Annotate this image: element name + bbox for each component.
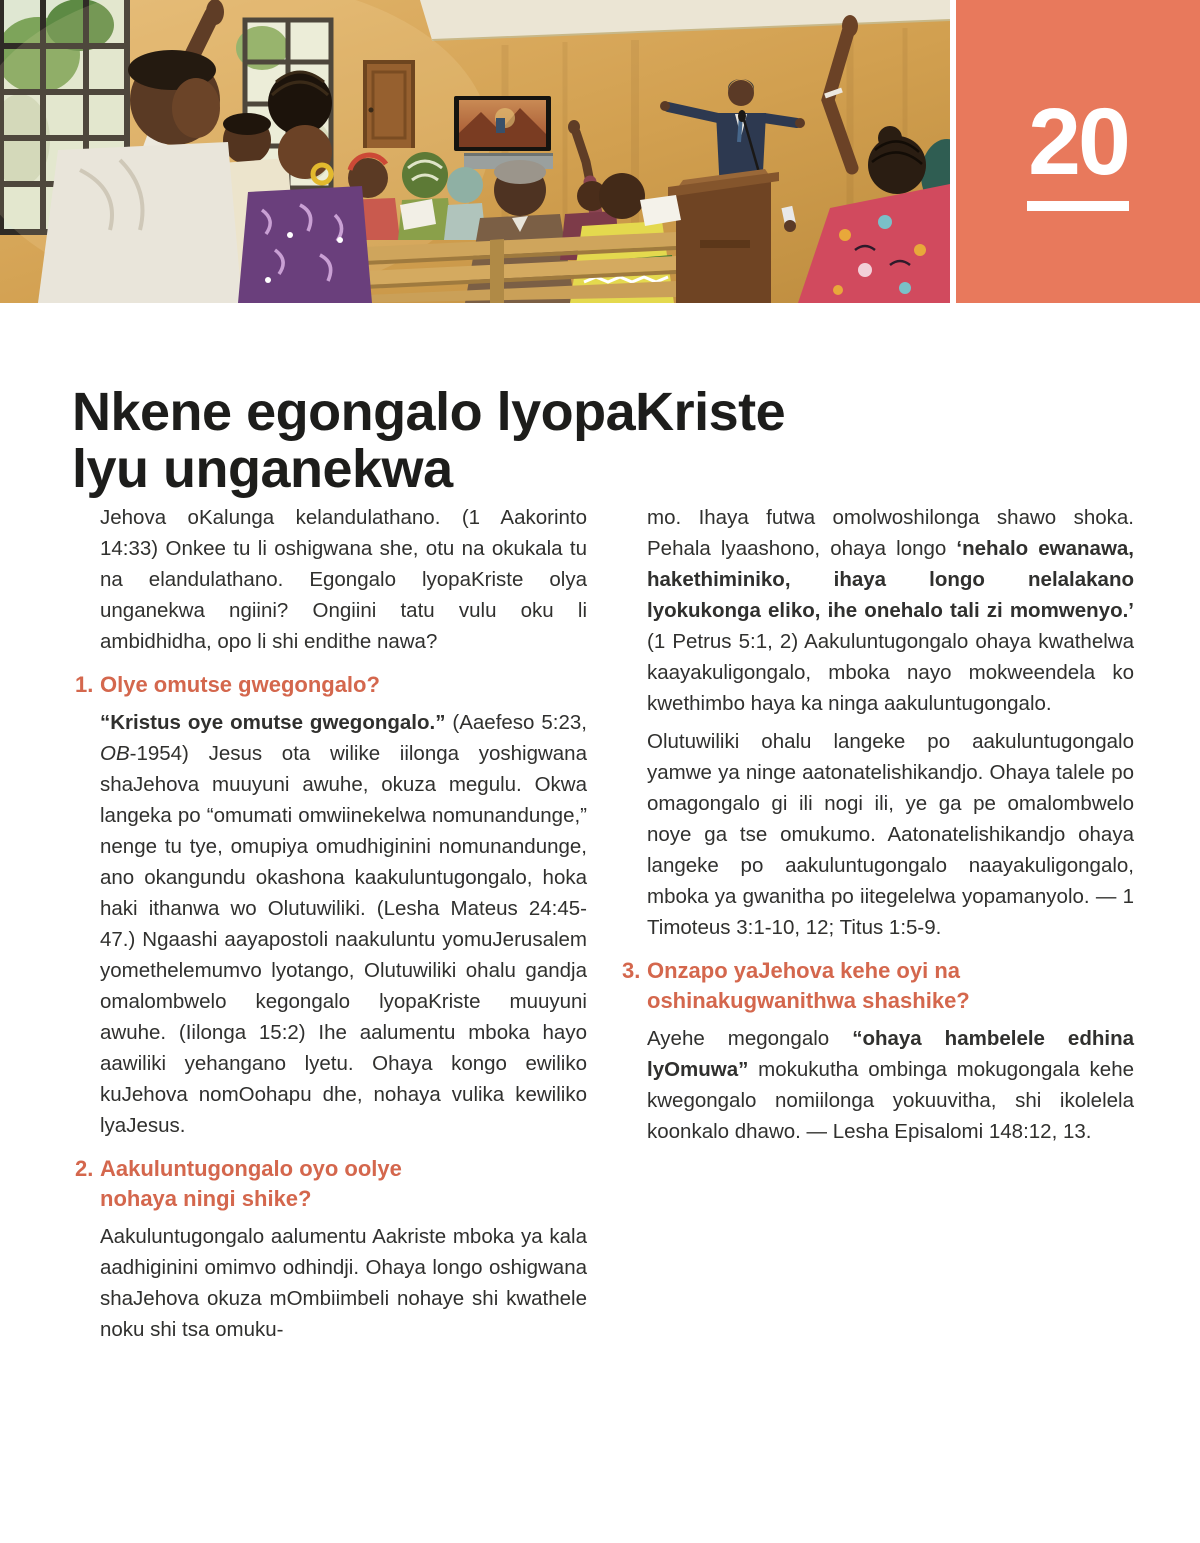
page-title-line-1: Nkene egongalo lyopaKriste — [72, 382, 786, 443]
body-paragraph — [647, 726, 1134, 943]
section-number: 3. — [622, 958, 641, 983]
text-run: Aakuluntugongalo aalumentu Aakriste mboka ya kala aadhiginini omimvo odhindji. Ohaya longo oshigwana shaJehova okuza mOmbiimbeli nohaye shi kwathele noku shi tsa omuku- — [100, 1225, 587, 1341]
header-photo — [0, 0, 950, 303]
body-paragraph — [100, 707, 587, 1141]
section-heading — [75, 670, 587, 700]
section-heading — [622, 956, 1134, 1016]
text-column-left — [75, 500, 587, 1352]
section-number: 2. — [75, 1156, 94, 1181]
text-run: Jehova oKalunga kelandulathano. (1 Aakorinto 14:33) Onkee tu li oshigwana she, otu na okukala tu na elandulathano. Egongalo lyopaKriste olya unganekwa ngiini? Ongiini tatu vulu oku li ambidhidha, opo li shi endithe nawa? — [100, 506, 587, 653]
section-heading — [75, 1154, 587, 1214]
italic-text-run: OB — [100, 742, 130, 765]
body-paragraph — [100, 502, 587, 657]
page-title-line-2: lyu unganekwa — [72, 439, 453, 500]
body-paragraph — [647, 1023, 1134, 1147]
text-run: mokukutha ombinga mokugongala kehe kwegongalo nomiilonga yokuuvitha, shi ikolelela koonkalo dhawo. — Lesha Episalomi 148:12, 13. — [647, 1058, 1134, 1143]
door — [363, 60, 415, 148]
text-run: Ayehe megongalo — [647, 1027, 853, 1050]
bold-text-run: “Kristus oye omutse gwegongalo.” — [100, 711, 446, 734]
section-number: 1. — [75, 672, 94, 697]
lesson-number: 20 — [1028, 89, 1128, 195]
text-run: (1 Petrus 5:1, 2) Aakuluntugongalo ohaya kwathelwa kaayakuligongalo, mboka nayo mokweendela ko kwethimbo haya ka ninga aakuluntugongalo. — [647, 630, 1134, 715]
text-run: (Aaefeso 5:23, — [445, 711, 587, 734]
section-title: Onzapo yaJehova kehe oyi na oshinakugwanithwa shashike? — [647, 958, 970, 1013]
text-run: -1954) Jesus ota wilike iilonga yoshigwana shaJehova muuyuni awuhe, okuza megulu. Okwa langeka po “omumati omwiinekelwa nomunandunge,” nenge tu tye, omupiya omudhiginini nomunandunge, ano okangundu okashona kaakuluntugongalo, hoka haki ithanwa wo Olutuwiliki. (Lesha Mateus 24:45-47.) Ngaashi aayapostoli naakuluntu yomuJerusalem yomethelemumvo lyotango, Olutuwiliki ohalu gandja omalombwelo kegongalo lyopaKriste muuyuni awuhe. (Iilonga 15:2) Ihe aalumentu mboka hayo aawiliki yehangano lyetu. Ohaya kongo ewiliko kuJehova nomOohapu dhe, nohaya vulika kewiliko lyaJesus. — [100, 742, 587, 1137]
podium — [668, 169, 779, 303]
lesson-badge — [956, 0, 1200, 303]
bold-text-run: “ohaya hambelele edhina lyOmuwa” — [647, 1027, 1134, 1081]
text-run: Olutuwiliki ohalu langeke po aakuluntugongalo yamwe ya ninge aatonatelishikandjo. Ohaya talele po omagongalo gi ili nogi ili, ye ga pe omalombwelo noye ga tse omukumo. Aatonatelishikandjo ohaya langeke po aakuluntugongalo naayakuligongalo, mboka ya gwanitha po iitegelelwa yopamanyolo. — 1 Timoteus 3:1-10, 12; Titus 1:5-9. — [647, 730, 1134, 939]
text-column-right — [622, 500, 1134, 1154]
header-photo-illustration — [0, 0, 950, 303]
tv-screen — [454, 96, 553, 169]
body-paragraph — [100, 1221, 587, 1345]
bold-text-run: ‘nehalo ewanawa, hakethiminiko, ihaya longo nelalakano lyokukonga eliko, ihe onehalo tali zi momwenyo.’ — [647, 537, 1134, 622]
page-title — [72, 384, 972, 498]
lesson-number-underline — [1027, 201, 1129, 211]
body-paragraph — [647, 502, 1134, 719]
section-title: Aakuluntugongalo oyo oolye nohaya ningi shike? — [100, 1156, 402, 1211]
section-title: Olye omutse gwegongalo? — [100, 672, 380, 697]
text-run: mo. Ihaya futwa omolwoshilonga shawo shoka. Pehala lyaashono, ohaya longo — [647, 506, 1134, 560]
